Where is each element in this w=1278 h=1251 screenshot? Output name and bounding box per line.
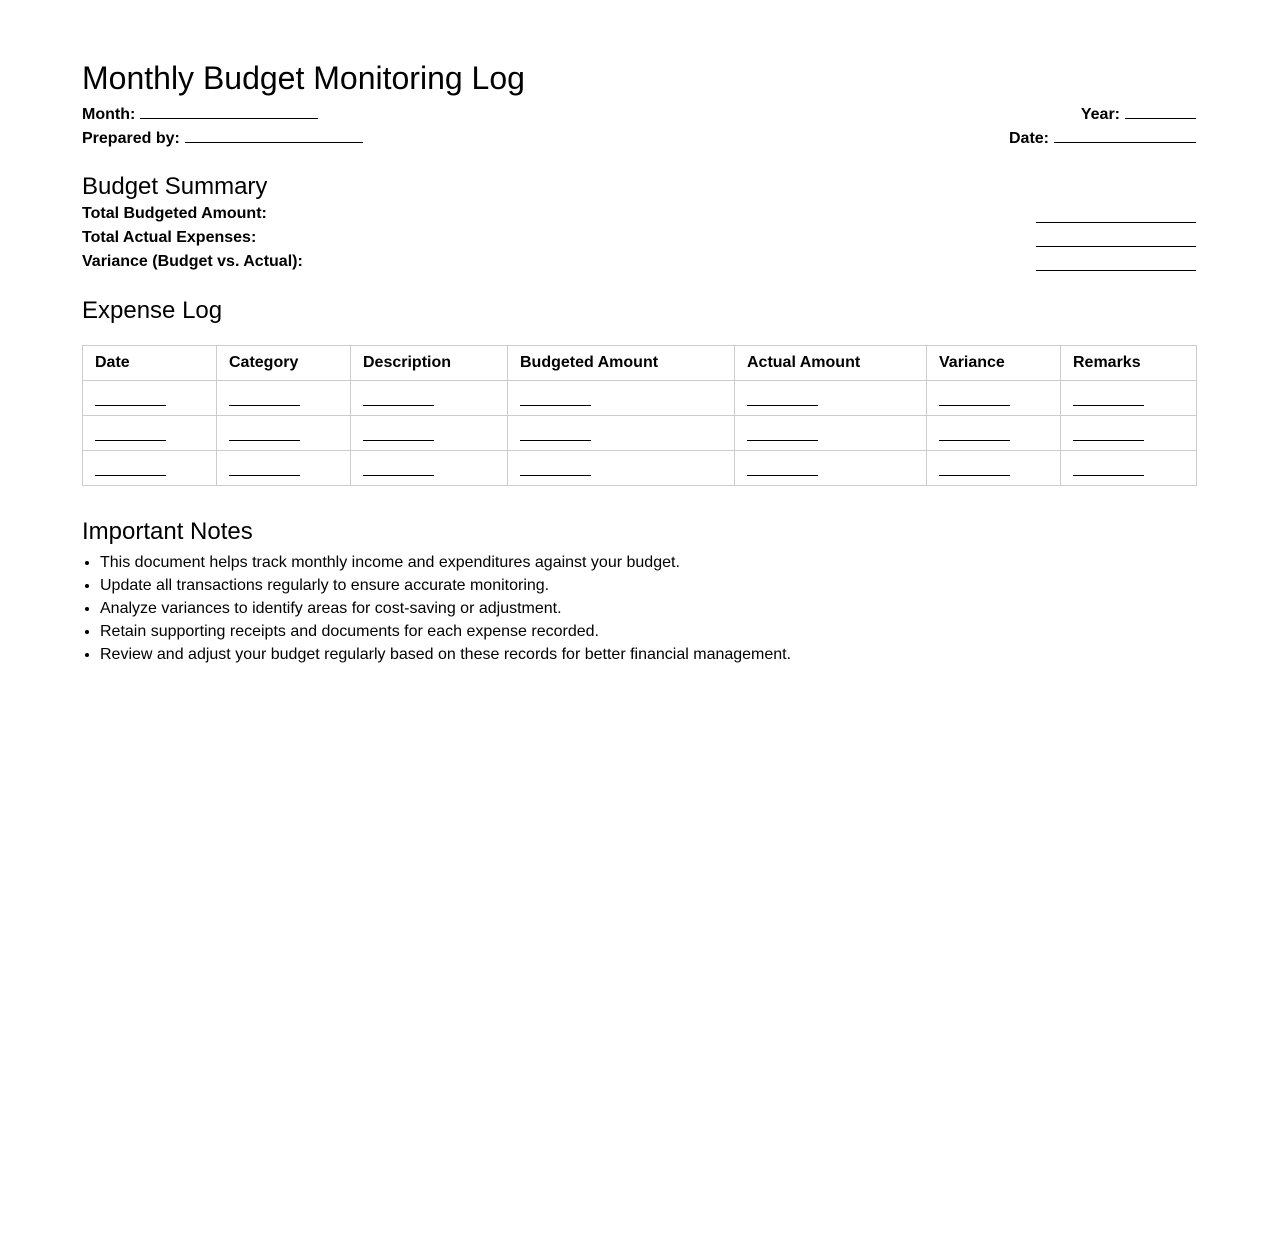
table-row [83,381,1197,416]
table-cell[interactable] [1061,451,1197,486]
cell-blank [939,426,1010,441]
summary-row-actual [82,226,1196,250]
list-item: • This document helps track monthly income and expenditures against your budget. [100,551,1196,574]
table-cell[interactable] [83,381,217,416]
table-row [83,451,1197,486]
prepared-by-blank[interactable] [185,126,363,143]
expense-log-heading: Expense Log [82,297,223,324]
table-cell[interactable] [83,416,217,451]
column-header-date: Date [83,346,217,381]
cell-blank [520,391,591,406]
summary-blank[interactable] [1036,252,1196,271]
cell-blank [1073,461,1144,476]
date-field [1009,126,1196,150]
cell-blank [229,461,300,476]
column-header-remarks: Remarks [1061,346,1197,381]
table-cell[interactable] [351,381,508,416]
cell-blank [229,426,300,441]
cell-blank [520,461,591,476]
summary-label: Total Budgeted Amount: [82,205,267,222]
meta-row-prepared-date [82,126,1196,150]
list-item: • Retain supporting receipts and documents for each expense recorded. [100,620,1196,643]
month-field [82,102,318,126]
table-cell[interactable] [927,416,1061,451]
table-row [83,416,1197,451]
summary-blank[interactable] [1036,228,1196,247]
list-item: • Review and adjust your budget regularly based on these records for better financial management. [100,643,1196,666]
cell-blank [363,461,434,476]
document-page [82,58,1196,666]
cell-blank [1073,391,1144,406]
summary-label: Total Actual Expenses: [82,229,257,246]
prepared-by-label: Prepared by: [82,130,180,147]
table-cell[interactable] [927,381,1061,416]
year-label: Year: [1080,106,1120,123]
summary-row-variance [82,250,1196,274]
meta-row-month-year [82,102,1196,126]
budget-summary-heading: Budget Summary [82,173,268,200]
table-cell[interactable] [351,451,508,486]
cell-blank [363,426,434,441]
cell-blank [95,426,166,441]
table-cell[interactable] [217,381,351,416]
cell-blank [939,391,1010,406]
summary-label: Variance (Budget vs. Actual): [82,253,303,270]
year-blank[interactable] [1125,102,1196,119]
cell-blank [747,461,818,476]
column-header-variance: Variance [927,346,1061,381]
column-header-budgeted-amount: Budgeted Amount [508,346,735,381]
table-cell[interactable] [1061,416,1197,451]
table-cell[interactable] [351,416,508,451]
table-header-row [83,346,1197,381]
table-cell[interactable] [1061,381,1197,416]
month-blank[interactable] [140,102,318,119]
important-notes-heading: Important Notes [82,518,253,545]
table-cell[interactable] [927,451,1061,486]
table-cell[interactable] [217,451,351,486]
cell-blank [520,426,591,441]
table-cell[interactable] [735,451,927,486]
column-header-description: Description [351,346,508,381]
table-body [83,381,1197,486]
table-cell[interactable] [735,416,927,451]
cell-blank [95,461,166,476]
summary-row-budgeted [82,202,1196,226]
cell-blank [1073,426,1144,441]
table-cell[interactable] [508,451,735,486]
list-item: • Analyze variances to identify areas for cost-saving or adjustment. [100,597,1196,620]
month-label: Month: [82,106,136,123]
table-cell[interactable] [508,381,735,416]
year-field [1081,102,1196,126]
summary-blank[interactable] [1036,204,1196,223]
expense-log-table [82,345,1197,486]
cell-blank [95,391,166,406]
table-cell[interactable] [83,451,217,486]
cell-blank [363,391,434,406]
cell-blank [939,461,1010,476]
date-blank[interactable] [1054,126,1196,143]
cell-blank [229,391,300,406]
cell-blank [747,391,818,406]
column-header-category: Category [217,346,351,381]
table-cell[interactable] [735,381,927,416]
notes-list [82,551,1196,666]
table-cell[interactable] [217,416,351,451]
date-label: Date: [1008,130,1049,147]
page-title: Monthly Budget Monitoring Log [82,60,525,96]
table-cell[interactable] [508,416,735,451]
list-item: • Update all transactions regularly to ensure accurate monitoring. [100,574,1196,597]
prepared-by-field [82,126,363,150]
cell-blank [747,426,818,441]
column-header-actual-amount: Actual Amount [735,346,927,381]
